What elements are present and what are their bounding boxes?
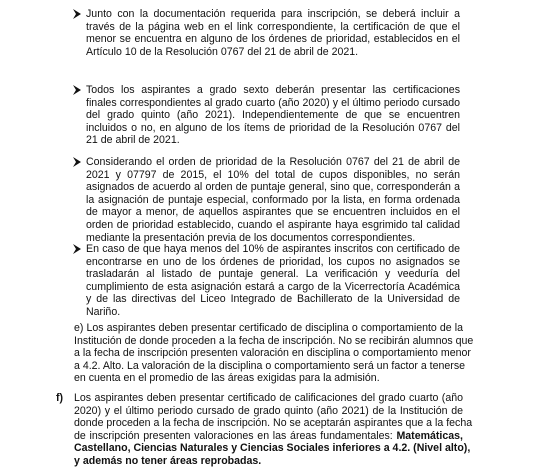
bullet-item — [86, 243, 460, 319]
arrowhead-bullet-icon — [72, 156, 82, 168]
text-line: en cuenta en el promedio de las áreas exigidas para la admisión. — [74, 372, 380, 385]
text-line: del grado quinto (año 2021). Independientemente de que se encuentren — [86, 109, 460, 122]
paragraph-e — [74, 322, 474, 385]
text-line — [74, 442, 471, 455]
text-line: Junto con la documentación requerida para inscripción, se deberá incluir a — [86, 8, 460, 20]
text-line: donde proceden a la fecha de inscripción. No se aceptarán aspirantes que a la fecha — [74, 417, 473, 430]
text-line: a la fecha de inscripción presenten valoración en disciplina o comportamiento menor — [74, 347, 471, 360]
text-line: y de las directivas del Liceo Integrado de Bachillerato de la Universidad de — [86, 293, 460, 306]
text-line: trasladarán al listado de puntaje general. La verificación y veeduría del — [86, 268, 460, 281]
text-line: menor se encuentra en alguno de los órdenes de prioridad, establecidos en el — [86, 33, 460, 46]
text-line: de mayor a menor, de aquellos aspirantes que se encuentren incluidos en el — [86, 206, 460, 219]
text-line: Nariño. — [86, 305, 121, 318]
list-label-f: f) — [56, 392, 64, 404]
text-line: orden de prioridad establecido, cuando el aspirante haya esgrimido tal calidad — [86, 218, 460, 231]
text-line: 2021 y 07797 de 2015, el 10% del total de cupos disponibles, no serán — [86, 168, 460, 181]
arrowhead-bullet-icon — [72, 243, 82, 255]
text-line: incluidos o no, en alguno de los ítems de prioridad de la Resolución 0767 del — [86, 121, 460, 134]
bullet-item — [86, 156, 460, 244]
paragraph-f — [74, 392, 473, 468]
bold-text-run: y además no tener áreas reprobadas. — [74, 454, 262, 467]
bullet-item — [86, 8, 460, 58]
text-line: 21 de abril de 2021. — [86, 134, 180, 147]
text-line: En caso de que haya menos del 10% de aspirantes inscritos con certificado de — [86, 243, 460, 255]
text-line: a 4.2. Alto. La valoración de la disciplina o comportamiento será un factor a tenerse — [74, 359, 466, 372]
text-line — [74, 455, 463, 468]
text-line: finales correspondientes al grado cuarto (año 2020) y el último periodo cursado — [86, 96, 460, 109]
bullet-item — [86, 84, 460, 147]
text-line: 2020) y el último periodo cursado de grado quinto (año 2021) de la Institución de — [74, 404, 463, 417]
text-line: Institución de donde proceden a la fecha de inscripción. No se recibirán alumnos que — [74, 334, 474, 347]
text-line: asignados de acuerdo al orden de puntaje general, sino que, corresponderán a — [86, 181, 460, 194]
text-line: Todos los aspirantes a grado sexto deberán presentar las certificaciones — [86, 84, 460, 96]
text-line: Los aspirantes deben presentar certificado de calificaciones del grado cuarto (año — [74, 392, 463, 404]
text-line: mediante la presentación previa de los documentos correspondientes. — [86, 231, 416, 244]
text-line: la asignación de puntaje especial, conformado por la lista, en forma ordenada — [86, 193, 460, 206]
bold-text-run: Castellano, Ciencias Naturales y Ciencias Sociales inferiores a 4.2. (Nivel alto), — [74, 442, 471, 455]
text-line: cumplimiento de esta asignación estará a cargo de la Vicerrectoría Académica — [86, 280, 460, 293]
text-line: través de la página web en el link correspondiente, la certificación de que el — [86, 20, 460, 33]
arrowhead-bullet-icon — [72, 84, 82, 96]
text-line-mixed — [74, 430, 463, 443]
text-line: encontrarse en uno de los órdenes de prioridad, los cupos no asignados se — [86, 255, 460, 268]
text-line: Considerando el orden de prioridad de la Resolución 0767 del 21 de abril de — [86, 156, 460, 168]
text-line: e) Los aspirantes deben presentar certificado de disciplina o comportamiento de la — [74, 322, 463, 334]
bold-text-run: Matemáticas, — [396, 429, 463, 442]
text-run: de inscripción presenten valoraciones en las áreas fundamentales: — [74, 429, 397, 442]
arrowhead-bullet-icon — [72, 8, 82, 20]
text-line: Artículo 10 de la Resolución 0767 del 21 de abril de 2021. — [86, 45, 359, 58]
